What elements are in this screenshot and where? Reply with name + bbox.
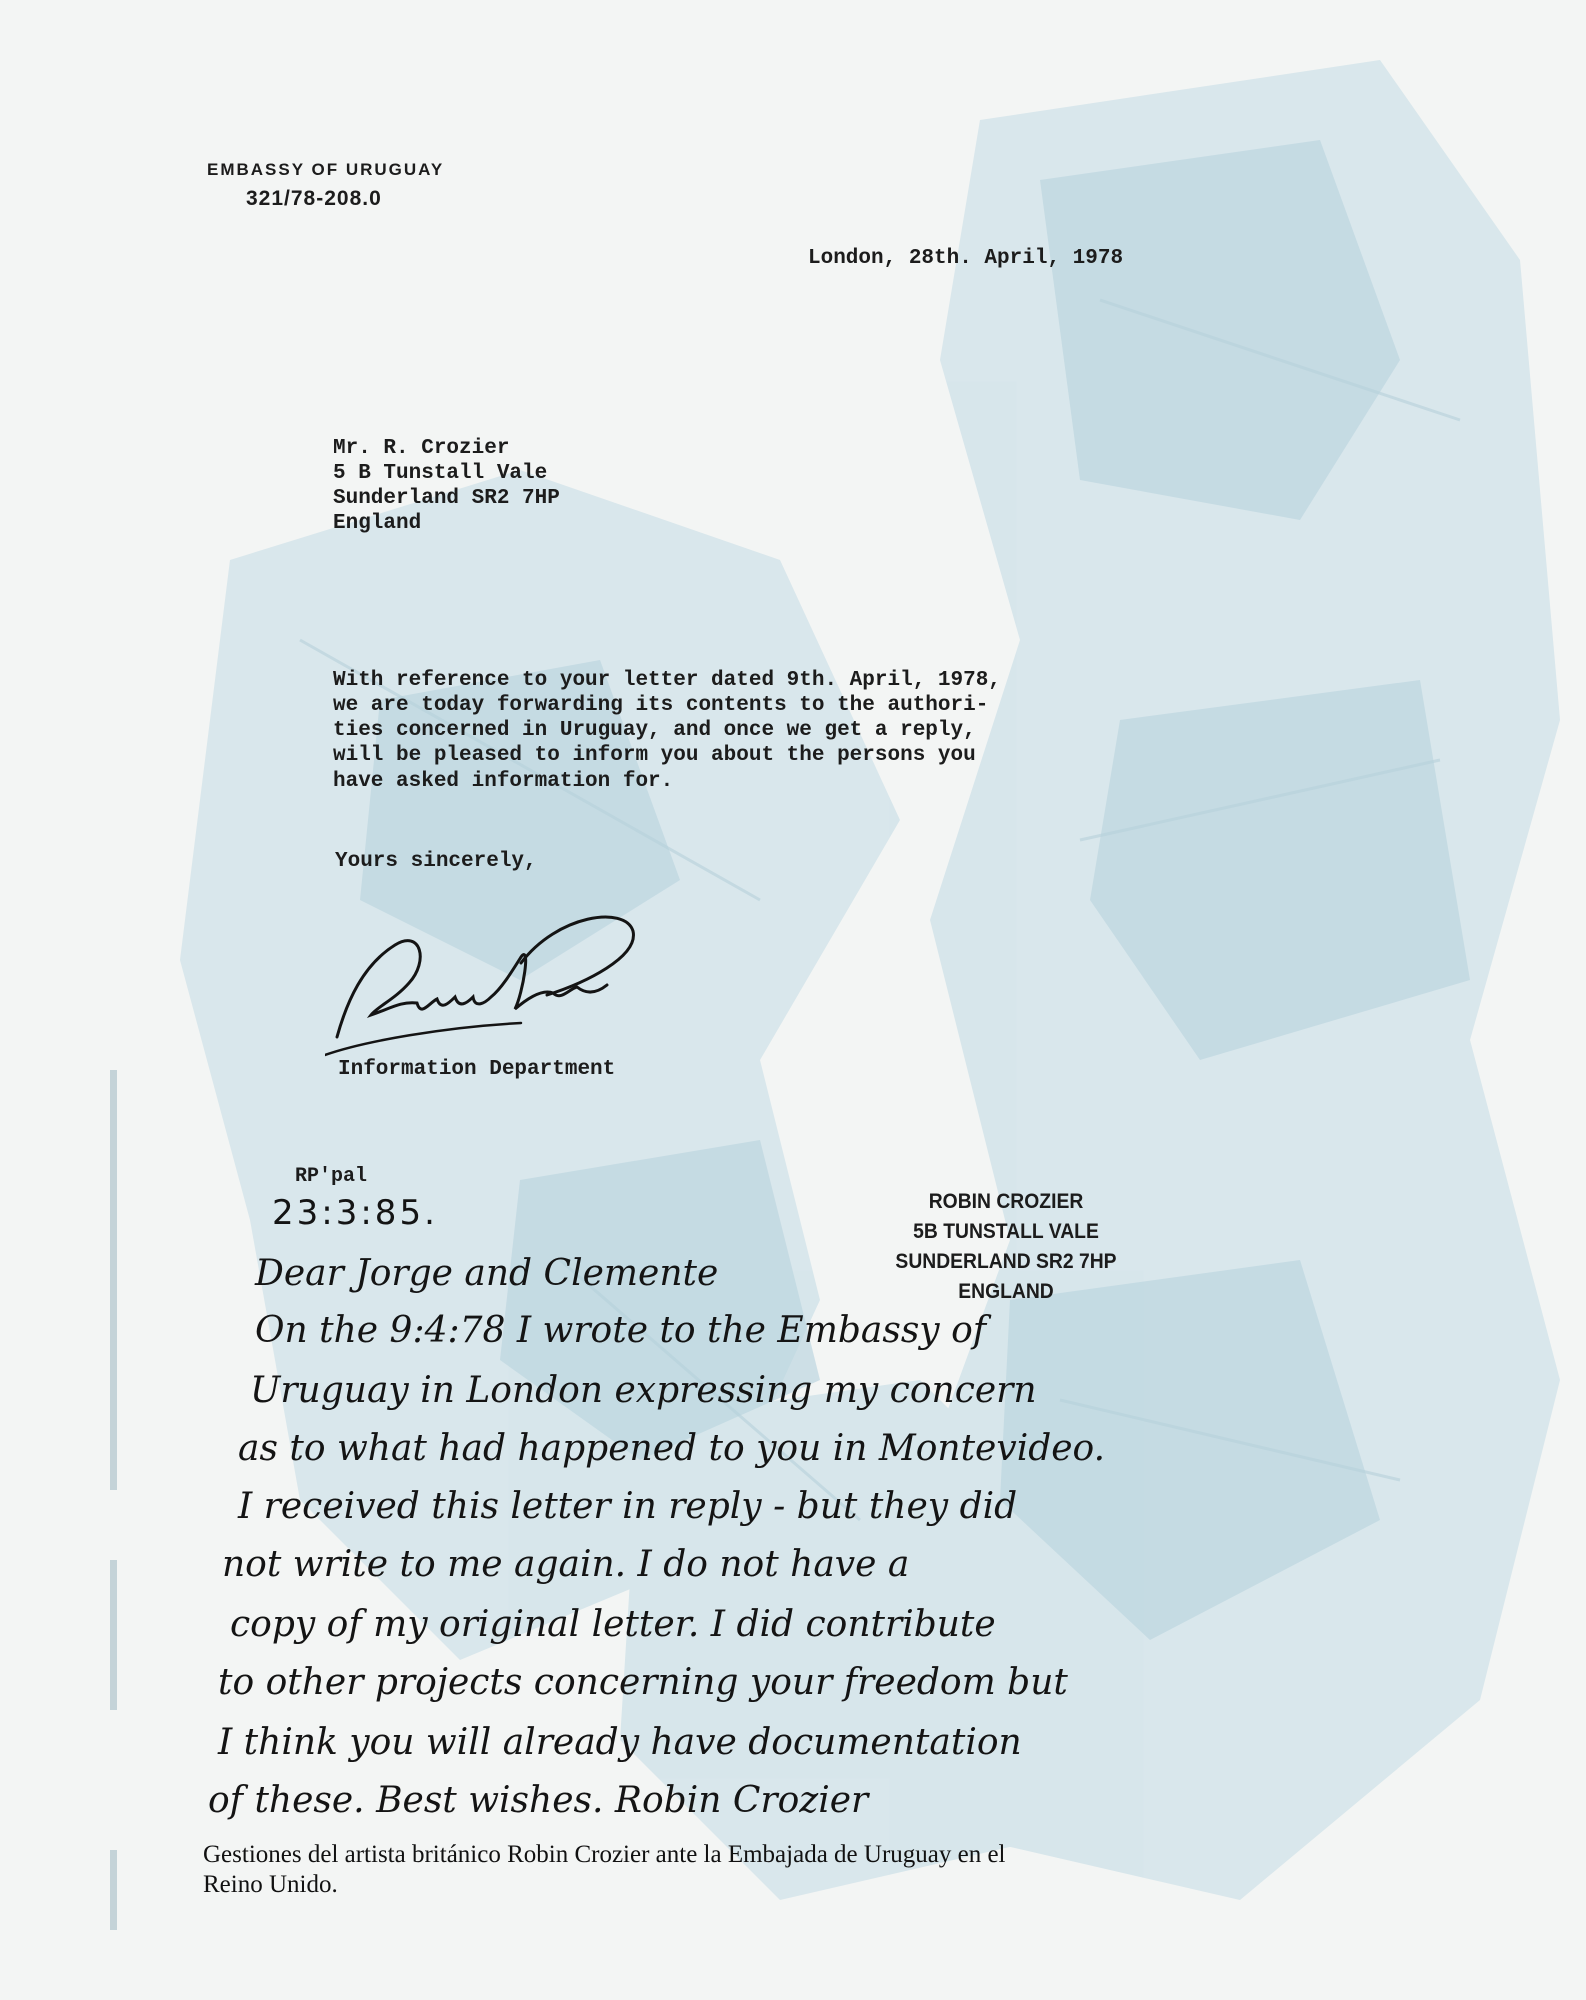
closing-salutation: Yours sincerely, [335, 850, 537, 873]
body-line: we are today forwarding its contents to the authori- [333, 694, 989, 717]
letter-date: London, 28th. April, 1978 [808, 247, 1124, 270]
typist-initials: RP'pal [295, 1165, 368, 1188]
handwritten-note-line: to other projects concerning your freedom but [218, 1662, 1068, 1703]
caption-line: Gestiones del artista británico Robin Crozier ante la Embajada de Uruguay en el [203, 1841, 1006, 1868]
reference-number: 321/78-208.0 [246, 187, 382, 210]
address-stamp-line: 5B TUNSTALL VALE [913, 1220, 1099, 1243]
handwritten-note-line: as to what had happened to you in Montevideo. [238, 1428, 1106, 1469]
handwritten-note-line: On the 9:4:78 I wrote to the Embassy of [255, 1310, 987, 1351]
handwritten-note-line: of these. Best wishes. Robin Crozier [208, 1780, 869, 1821]
caption-line: Reino Unido. [203, 1871, 338, 1898]
recipient-line: Mr. R. Crozier [333, 437, 510, 460]
address-stamp-line: ENGLAND [958, 1280, 1054, 1303]
department-signature-line: Information Department [338, 1058, 616, 1081]
body-line: will be pleased to inform you about the persons you [333, 744, 976, 767]
body-line: ties concerned in Uruguay, and once we get a reply, [333, 719, 976, 742]
left-margin-faint-text [96, 20, 136, 1980]
address-stamp-line: ROBIN CROZIER [928, 1190, 1084, 1213]
recipient-line: 5 B Tunstall Vale [333, 462, 548, 485]
handwritten-note-line: copy of my original letter. I did contribute [230, 1604, 996, 1645]
body-line: With reference to your letter dated 9th. April, 1978, [333, 669, 1001, 692]
signature-scribble [325, 905, 645, 1065]
embassy-letterhead: EMBASSY OF URUGUAY [207, 160, 445, 179]
handwritten-note-line: I received this letter in reply - but they did [238, 1486, 1018, 1527]
recipient-line: England [333, 512, 422, 535]
body-line: have asked information for. [333, 770, 674, 793]
handwritten-note-line: Dear Jorge and Clemente [255, 1253, 719, 1294]
address-stamp-line: SUNDERLAND SR2 7HP [895, 1250, 1117, 1273]
handwritten-note-line: Uruguay in London expressing my concern [250, 1370, 1037, 1411]
handwritten-note-line: I think you will already have documentation [218, 1722, 1022, 1763]
handwritten-note-line: not write to me again. I do not have a [222, 1544, 910, 1585]
handwritten-date: 23:3:85. [272, 1193, 438, 1233]
recipient-line: Sunderland SR2 7HP [333, 487, 560, 510]
